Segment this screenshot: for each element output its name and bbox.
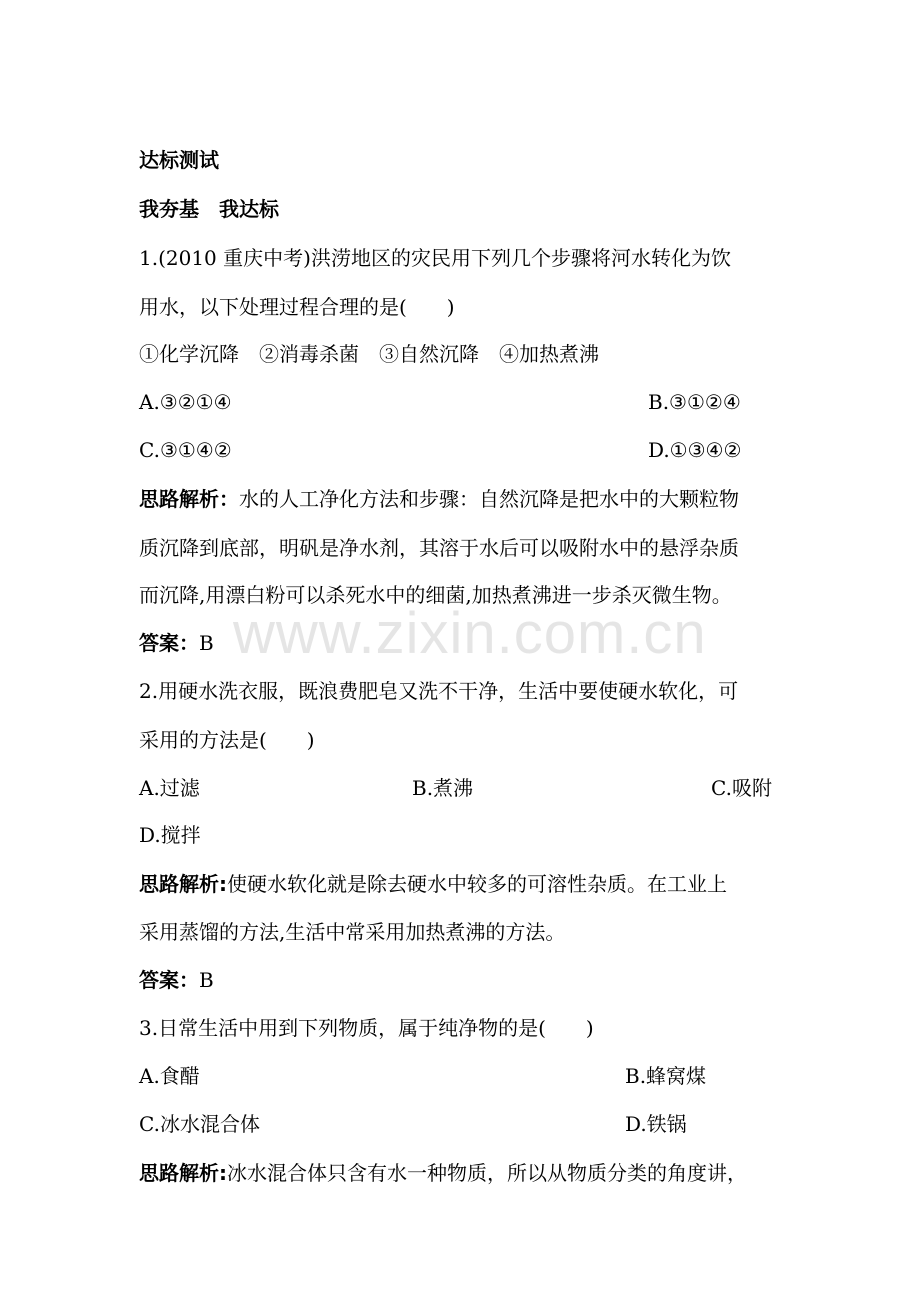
- q2-option-c: C.吸附: [711, 776, 772, 800]
- watermark-text: www.zixin.com.cn: [233, 601, 707, 666]
- q2-analysis-line1: [139, 872, 727, 896]
- q2-option-b: B.煮沸: [412, 776, 474, 800]
- q3-option-c: C.冰水混合体: [139, 1112, 260, 1136]
- subsection-title: 我夯基 我达标: [139, 197, 279, 221]
- q2-stem-line2: 采用的方法是( ): [139, 728, 315, 752]
- q3-analysis-label: 思路解析:: [139, 1161, 227, 1185]
- q1-analysis-label: 思路解析：: [139, 487, 239, 511]
- q1-option-b: B.③①②④: [648, 390, 741, 414]
- q2-option-a: A.过滤: [139, 776, 200, 800]
- q1-answer-value: B: [199, 631, 214, 655]
- q2-analysis-label: 思路解析:: [139, 872, 227, 896]
- q3-option-d: D.铁锅: [625, 1112, 687, 1136]
- q1-analysis-text1: 水的人工净化方法和步骤：自然沉降是把水中的大颗粒物: [239, 487, 739, 511]
- q3-analysis-line1: [139, 1161, 747, 1185]
- q3-stem-line1: 3.日常生活中用到下列物质，属于纯净物的是( ): [139, 1016, 594, 1040]
- q1-stem-line2: 用水，以下处理过程合理的是( ): [139, 295, 455, 319]
- q1-analysis-line1: [139, 487, 739, 511]
- q3-option-b: B.蜂窝煤: [625, 1064, 707, 1088]
- q2-answer-value: B: [199, 968, 214, 992]
- q2-analysis-line2: 采用蒸馏的方法,生活中常采用加热煮沸的方法。: [139, 920, 566, 944]
- q1-analysis-line2: 质沉降到底部，明矾是净水剂，其溶于水后可以吸附水中的悬浮杂质: [139, 536, 739, 560]
- q1-analysis-line3: 而沉降,用漂白粉可以杀死水中的细菌,加热煮沸进一步杀灭微生物。: [139, 583, 732, 607]
- q2-answer-label: 答案：: [139, 968, 199, 992]
- q2-option-d: D.搅拌: [139, 823, 201, 847]
- q3-option-a: A.食醋: [139, 1064, 200, 1088]
- q1-option-c: C.③①④②: [139, 438, 232, 462]
- q3-analysis-text1: 冰水混合体只含有水一种物质，所以从物质分类的角度讲，: [227, 1161, 747, 1185]
- q1-steps: ①化学沉降 ②消毒杀菌 ③自然沉降 ④加热煮沸: [139, 342, 599, 366]
- q1-answer: [139, 631, 214, 655]
- q1-option-a: A.③②①④: [139, 390, 232, 414]
- q1-option-d: D.①③④②: [648, 438, 742, 462]
- q1-stem-line1: 1.(2010 重庆中考)洪涝地区的灾民用下列几个步骤将河水转化为饮: [139, 246, 731, 270]
- q2-answer: [139, 968, 214, 992]
- q1-answer-label: 答案：: [139, 631, 199, 655]
- q2-analysis-text1: 使硬水软化就是除去硬水中较多的可溶性杂质。在工业上: [227, 872, 727, 896]
- section-title: 达标测试: [139, 148, 219, 172]
- q2-stem-line1: 2.用硬水洗衣服，既浪费肥皂又洗不干净，生活中要使硬水软化，可: [139, 679, 739, 703]
